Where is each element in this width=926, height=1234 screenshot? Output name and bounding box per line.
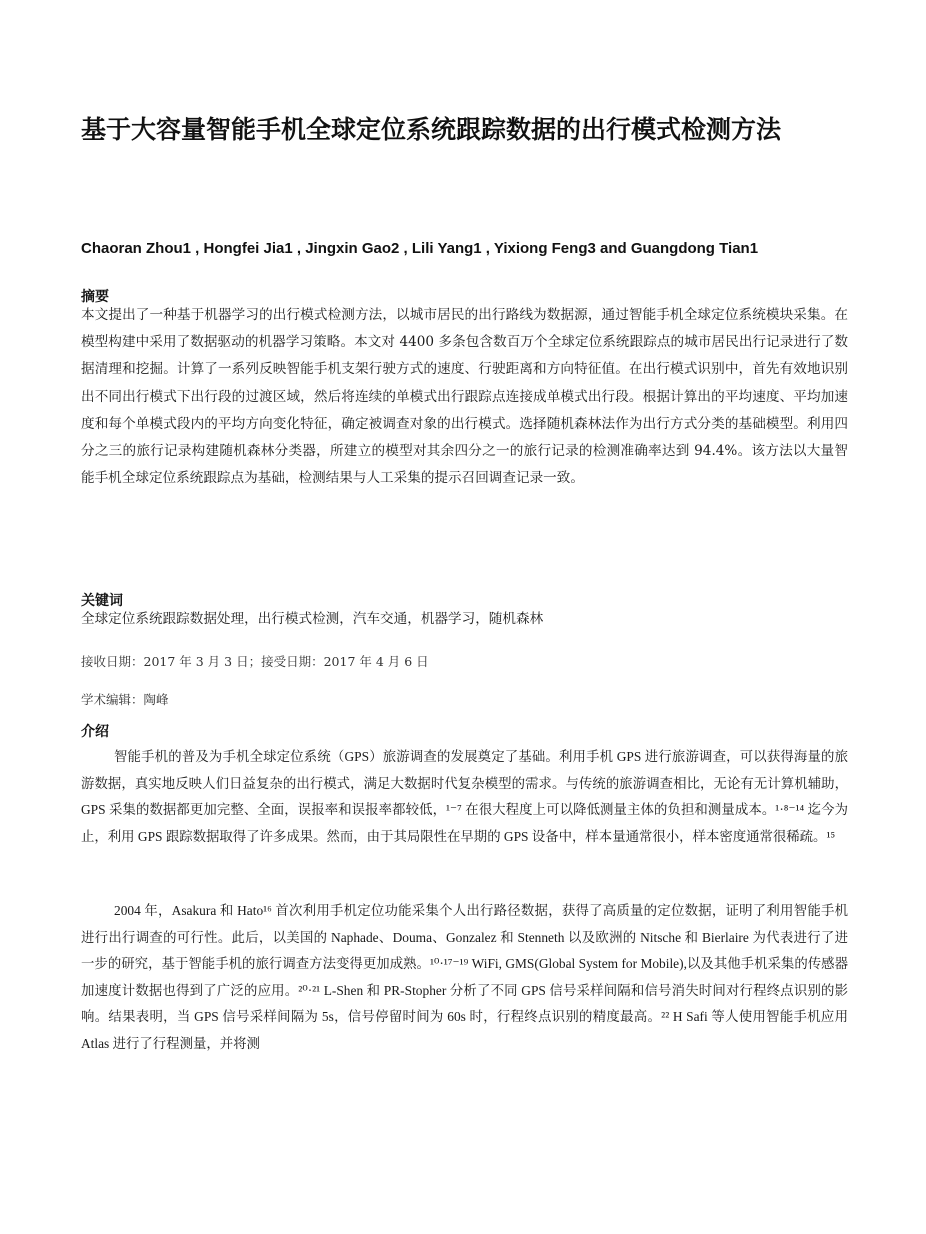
keywords-heading: 关键词 [81,593,123,609]
intro-paragraph-2: 2004 年，Asakura 和 Hato¹⁶ 首次利用手机定位功能采集个人出行路径数据，获得了高质量的定位数据，证明了利用智能手机进行出行调查的可行性。此后，以美国的 Naphade、Douma、Gonzalez 和 Stenneth 以及欧洲的 Nitsche 和 Bierlaire 为代表进行了进一步的研究，基于智能手机的旅行调查方法变得更加成熟。¹⁰·¹⁷⁻¹⁹ WiFi, GMS(Global System for Mobile),以及其他手机采集的传感器加速度计数据也得到了广泛的应用。²⁰·²¹ L-Shen 和 PR-Stopher 分析了不同 GPS 信号采样间隔和信号消失时间对行程终点识别的影响。结果表明，当 GPS 信号采样间隔为 5s，信号停留时间为 60s 时，行程终点识别的精度最高。²² H Safi 等人使用智能手机应用 Atlas 进行了行程测量，并将测 [81,903,848,1051]
abstract-text: 本文提出了一种基于机器学习的出行模式检测方法，以城市居民的出行路线为数据源，通过智能手机全球定位系统模块采集。在模型构建中采用了数据驱动的机器学习策略。本文对 4400 多条包含数百万个全球定位系统跟踪点的城市居民出行记录进行了数据清理和挖掘。计算了一系列反映智能手机支架行驶方式的速度、行驶距离和方向特征值。在出行模式识别中，首先有效地识别出不同出行模式下出行段的过渡区域，然后将连续的单模式出行跟踪点连接成单模式出行段。根据计算出的平均速度、平均加速度和每个单模式段内的平均方向变化特征，确定被调查对象的出行模式。选择随机森林法作为出行方式分类的基础模型。利用四分之三的旅行记录构建随机森林分类器，所建立的模型对其余四分之一的旅行记录的检测准确率达到 94.4%。该方法以大量智能手机全球定位系统跟踪点为基础，检测结果与人工采集的提示召回调查记录一致。 [81,307,848,487]
academic-editor: 学术编辑：陶峰 [81,692,169,707]
keywords-text: 全球定位系统跟踪数据处理，出行模式检测，汽车交通，机器学习，随机森林 [81,611,544,627]
paper-title: 基于大容量智能手机全球定位系统跟踪数据的出行模式检测方法 [81,115,782,144]
received-accepted-dates: 接收日期：2017 年 3 月 3 日；接受日期：2017 年 4 月 6 日 [81,654,429,669]
abstract-heading: 摘要 [81,289,109,305]
author-list: Chaoran Zhou1 , Hongfei Jia1 , Jingxin Gao2 , Lili Yang1 , Yixiong Feng3 and Guangdong Tian1 [81,240,759,257]
intro-paragraph-1: 智能手机的普及为手机全球定位系统（GPS）旅游调查的发展奠定了基础。利用手机 GPS 进行旅游调查，可以获得海量的旅游数据，真实地反映人们日益复杂的出行模式，满足大数据时代复杂模型的需求。与传统的旅游调查相比，无论有无计算机辅助，GPS 采集的数据都更加完整、全面，误报率和误报率都较低，¹⁻⁷ 在很大程度上可以降低测量主体的负担和测量成本。¹·⁸⁻¹⁴ 迄今为止，利用 GPS 跟踪数据取得了许多成果。然而，由于其局限性在早期的 GPS 设备中，样本量通常很小，样本密度通常很稀疏。¹⁵ [81,749,848,844]
introduction-heading: 介绍 [81,724,109,740]
